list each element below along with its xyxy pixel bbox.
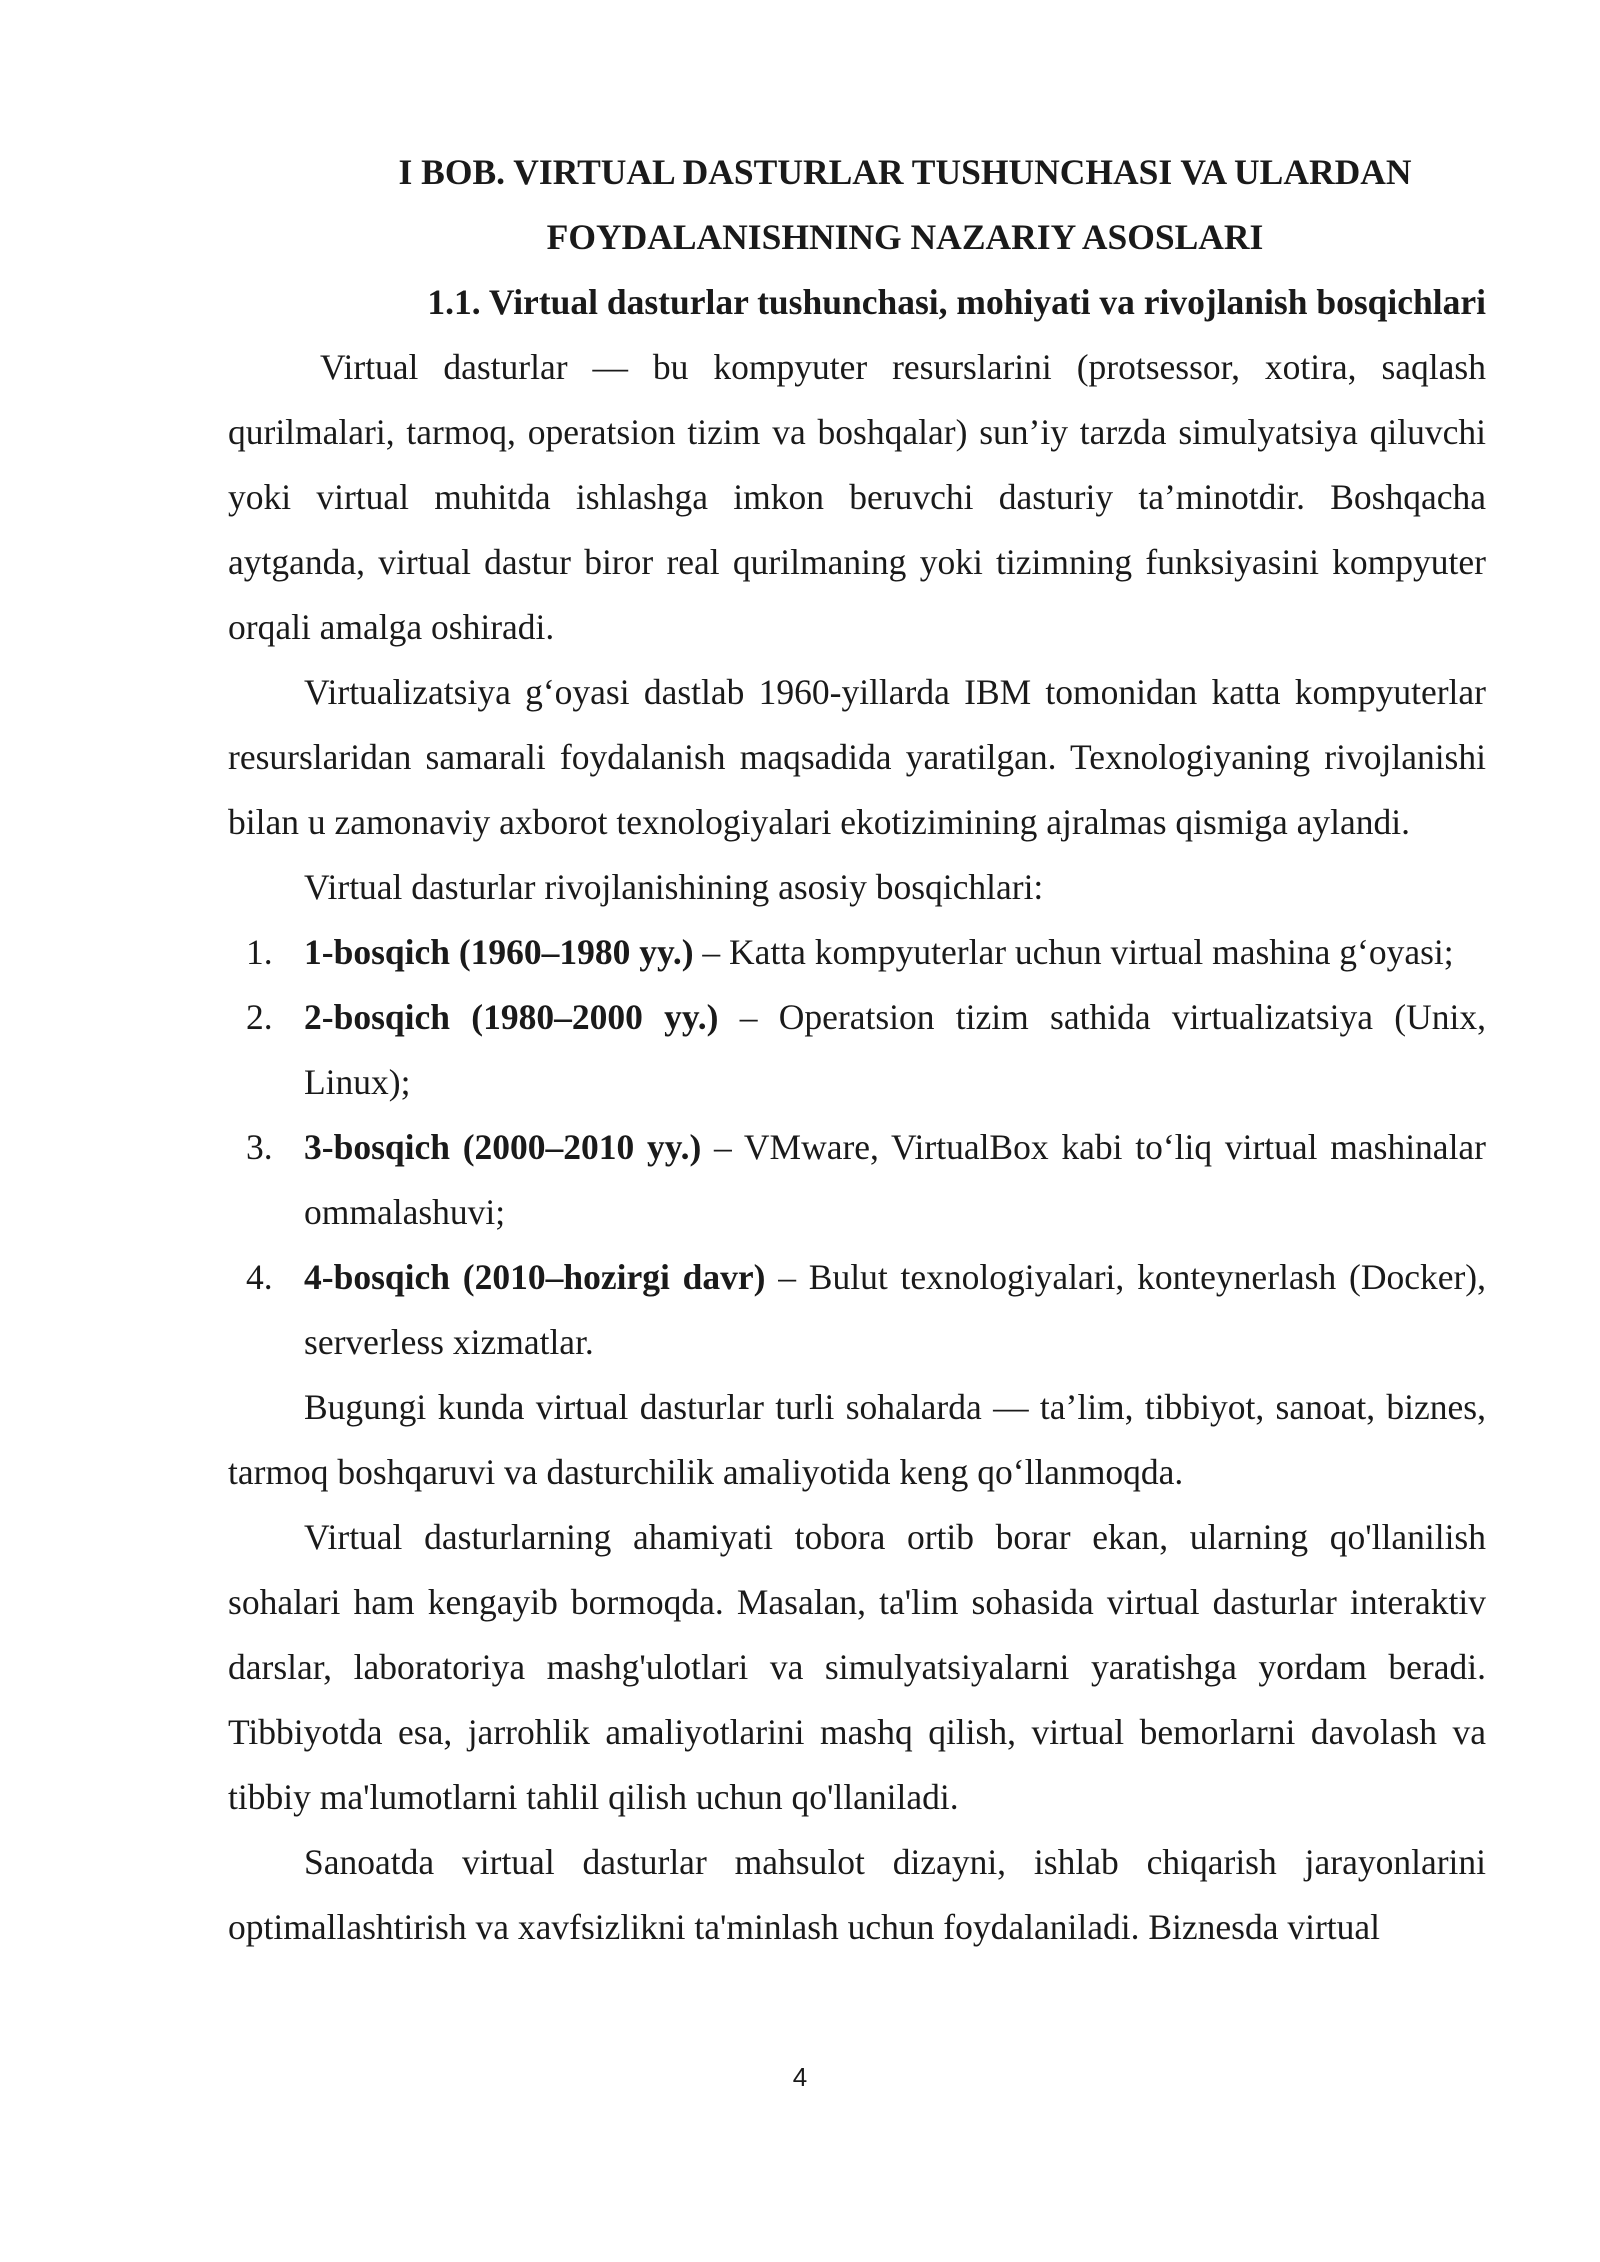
section-title: 1.1. Virtual dasturlar tushunchasi, mohiyati va rivojlanish bosqichlari [427, 282, 1486, 322]
stage-title: 2-bosqich (1980–2000 yy.) [304, 997, 719, 1037]
stages-list [228, 920, 1486, 1375]
stage-item [228, 985, 1486, 1115]
paragraph-industry: Sanoatda virtual dasturlar mahsulot dizayni, ishlab chiqarish jarayonlarini optimallashtirish va xavfsizlikni ta'minlash uchun foydalaniladi. Biznesda virtual [228, 1842, 1486, 1947]
stage-number: 3. [246, 1127, 273, 1167]
stage-text: – Bulut texnologiyalari, konteynerlash (Docker), serverless xizmatlar. [304, 1257, 1486, 1362]
paragraph-current-use: Bugungi kunda virtual dasturlar turli sohalarda — ta’lim, tibbiyot, sanoat, biznes, tarmoq boshqaruvi va dasturchilik amaliyotida keng qo‘llanmoqda. [228, 1387, 1486, 1492]
chapter-title-line2: FOYDALANISHNING NAZARIY ASOSLARI [546, 217, 1264, 257]
stage-number: 2. [246, 997, 273, 1037]
paragraph-history: Virtualizatsiya g‘oyasi dastlab 1960-yillarda IBM tomonidan katta kompyuterlar resurslaridan samarali foydalanish maqsadida yaratilgan. Texnologiyaning rivojlanishi bilan u zamonaviy axborot texnologiyalari ekotizimining ajralmas qismiga aylandi. [228, 672, 1486, 842]
chapter-title-line1: I BOB. VIRTUAL DASTURLAR TUSHUNCHASI VA ULARDAN [398, 152, 1412, 192]
stage-text: – Operatsion tizim sathida virtualizatsiya (Unix, Linux); [304, 997, 1486, 1102]
stage-number: 4. [246, 1257, 273, 1297]
stage-number: 1. [246, 932, 273, 972]
document-page [228, 140, 1486, 1960]
paragraph-stages-intro: Virtual dasturlar rivojlanishining asosiy bosqichlari: [304, 867, 1044, 907]
stage-title: 3-bosqich (2000–2010 yy.) [304, 1127, 702, 1167]
stage-title: 1-bosqich (1960–1980 yy.) [304, 932, 694, 972]
paragraph-definition: Virtual dasturlar — bu kompyuter resurslarini (protsessor, xotira, saqlash qurilmalari, tarmoq, operatsion tizim va boshqalar) sun’iy tarzda simulyatsiya qiluvchi yoki virtual muhitda ishlashga imkon beruvchi dasturiy ta’minotdir. Boshqacha aytganda, virtual dastur biror real qurilmaning yoki tizimning funksiyasini kompyuter orqali amalga oshiradi. [228, 347, 1486, 647]
stage-title: 4-bosqich (2010–hozirgi davr) [304, 1257, 766, 1297]
stage-item [228, 920, 1486, 985]
stage-text: – Katta kompyuterlar uchun virtual mashina g‘oyasi; [693, 932, 1454, 972]
chapter-title [228, 140, 1486, 270]
stage-text: – VMware, VirtualBox kabi to‘liq virtual mashinalar ommalashuvi; [304, 1127, 1487, 1232]
stage-item [228, 1245, 1486, 1375]
page-number: 4 [792, 2062, 808, 2092]
paragraph-importance: Virtual dasturlarning ahamiyati tobora ortib borar ekan, ularning qo'llanilish sohalari ham kengayib bormoqda. Masalan, ta'lim sohasida virtual dasturlar interaktiv darslar, laboratoriya mashg'ulotlari va simulyatsiyalarni yaratishga yordam beradi. Tibbiyotda esa, jarrohlik amaliyotlarini mashq qilish, virtual bemorlarni davolash va tibbiy ma'lumotlarni tahlil qilish uchun qo'llaniladi. [228, 1517, 1486, 1817]
stage-item [228, 1115, 1486, 1245]
